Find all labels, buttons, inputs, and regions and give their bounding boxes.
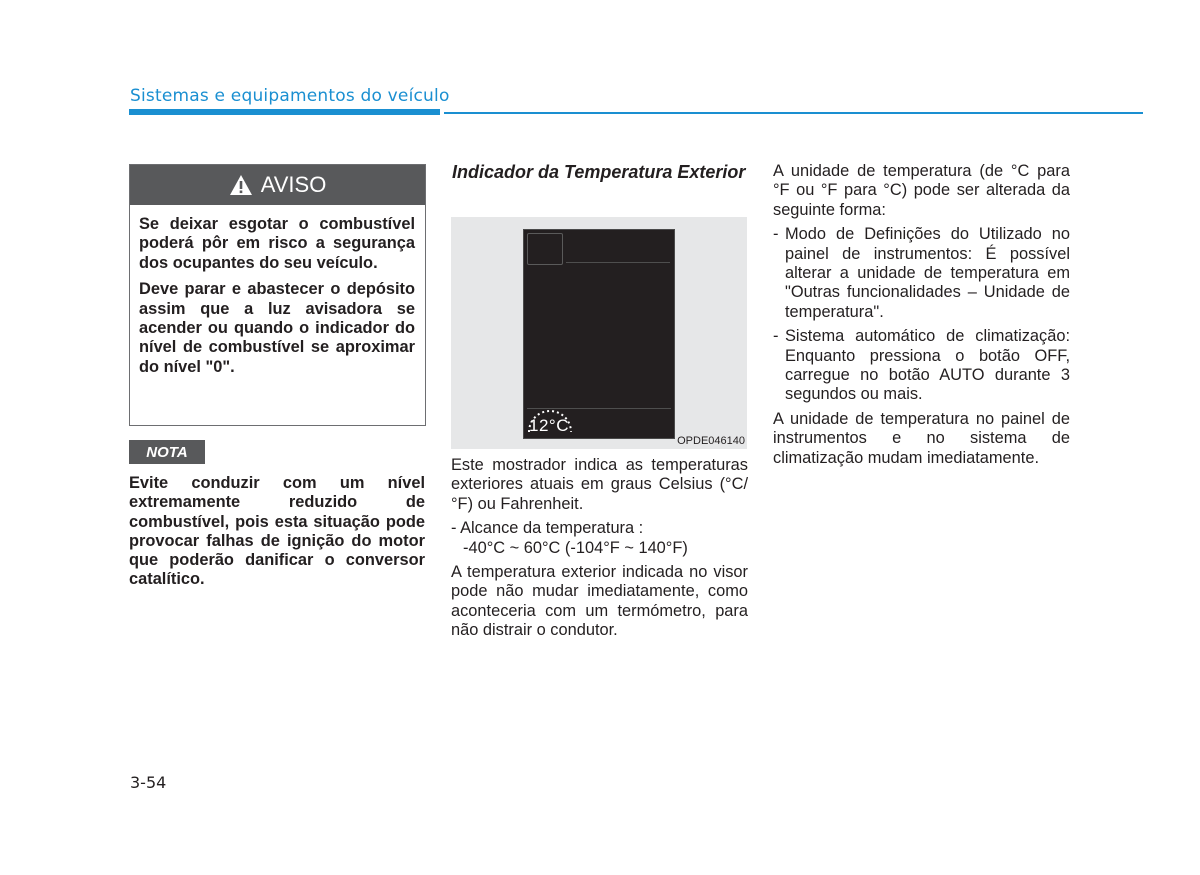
range-value: -40°C ~ 60°C (-104°F ~ 140°F) bbox=[463, 538, 688, 557]
section-body bbox=[451, 456, 748, 646]
body-paragraph: A unidade de temperatura (de °C para °F ou °F para °C) pode ser alterada da seguinte forma: bbox=[773, 162, 1070, 219]
page-number: 3-54 bbox=[130, 773, 167, 792]
outside-temperature-value: 12°C bbox=[529, 416, 569, 435]
body-paragraph: A unidade de temperatura no painel de instrumentos e no sistema de climatização mudam imediatamente. bbox=[773, 409, 1070, 467]
note-label: NOTA bbox=[129, 440, 205, 464]
cluster-display-image bbox=[523, 229, 675, 439]
list-item bbox=[773, 225, 1070, 322]
range-label: - Alcance da temperatura : bbox=[451, 519, 644, 538]
header-rule-thick bbox=[129, 109, 440, 115]
dash-marker: - bbox=[773, 327, 779, 346]
note-text: Evite conduzir com um nível extremamente reduzido de combustível, pois esta situação pode provocar falhas de ignição do motor que poderão danificar o conversor catalítico. bbox=[129, 474, 425, 589]
outside-temperature-figure bbox=[451, 217, 747, 449]
body-paragraph: A temperatura exterior indicada no visor pode não mudar imediatamente, como aconteceria com um termómetro, para não distrair o condutor. bbox=[451, 563, 748, 640]
display-divider bbox=[566, 262, 670, 263]
warning-paragraph: Deve parar e abastecer o depósito assim que a luz avisadora se acender ou quando o indicador do nível de combustível se aproximar do nível "0". bbox=[139, 280, 415, 376]
temperature-range bbox=[451, 519, 748, 558]
header-section-title: Sistemas e equipamentos do veículo bbox=[130, 86, 450, 106]
warning-triangle-icon bbox=[229, 174, 253, 196]
unit-change-section bbox=[773, 162, 1070, 473]
warning-header bbox=[130, 165, 425, 205]
list-item-text: Sistema automático de climatização: Enquanto pressiona o botão OFF, carregue no botão AUTO durante 3 segundos ou mais. bbox=[785, 327, 1070, 404]
warning-heading: AVISO bbox=[260, 172, 327, 197]
dash-marker: - bbox=[773, 225, 779, 244]
figure-code: OPDE046140 bbox=[677, 435, 745, 447]
list-item bbox=[773, 327, 1070, 405]
section-title: Indicador da Temperatura Exterior bbox=[452, 162, 746, 182]
display-widget-frame bbox=[527, 233, 563, 265]
body-paragraph: Este mostrador indica as temperaturas exteriores atuais em graus Celsius (°C/°F) ou Fahrenheit. bbox=[451, 456, 748, 513]
warning-body bbox=[130, 205, 425, 377]
header-rule-thin bbox=[444, 112, 1143, 114]
warning-paragraph: Se deixar esgotar o combustível poderá pôr em risco a segurança dos ocupantes do seu veículo. bbox=[139, 215, 415, 272]
list-item-text: Modo de Definições do Utilizado no painel de instrumentos: É possível alterar a unidade de temperatura em "Outras funcionalidades – Unidade de temperatura". bbox=[785, 225, 1070, 321]
warning-box bbox=[129, 164, 426, 426]
